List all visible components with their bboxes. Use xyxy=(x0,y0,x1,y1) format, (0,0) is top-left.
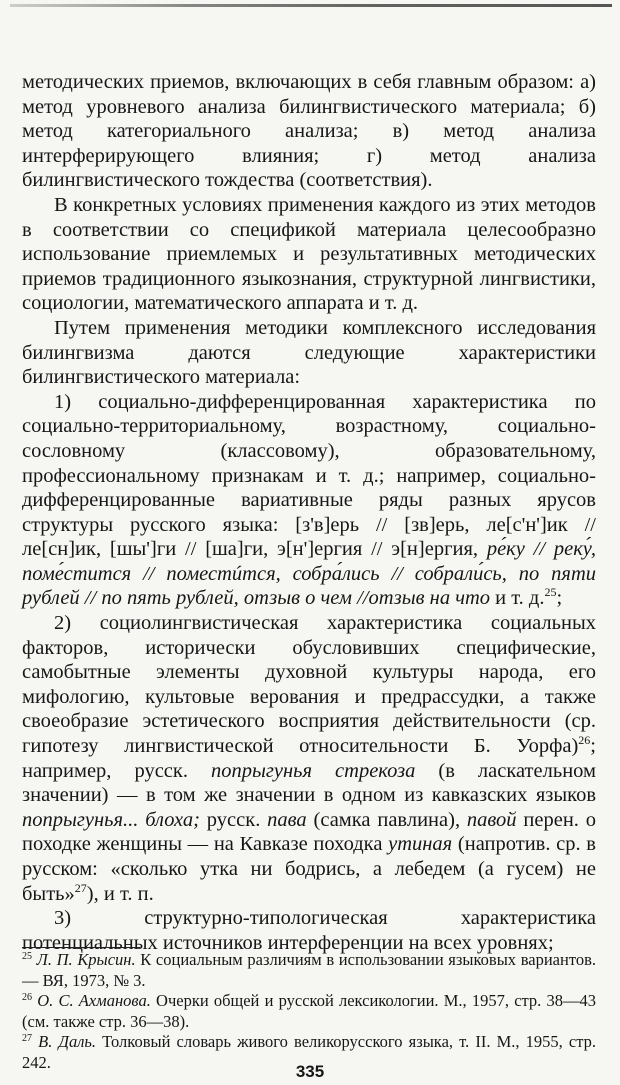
example-utinaya: утиная xyxy=(388,833,453,856)
footnote-number: 25 xyxy=(22,951,32,962)
paragraph-5-end: ), и т. п. xyxy=(86,882,154,905)
footnote-author: В. Даль. xyxy=(38,1032,97,1051)
paragraph-4 xyxy=(22,390,596,611)
paragraph-5 xyxy=(22,611,596,906)
footnote-author: О. С. Ахманова. xyxy=(37,991,151,1010)
paragraph-4-tail: и т. д. xyxy=(490,587,545,610)
footnote-author: Л. П. Крысин. xyxy=(36,950,136,969)
footnote-ref-27: 27 xyxy=(74,880,87,895)
footnote-separator xyxy=(22,947,140,948)
footnotes xyxy=(22,950,596,1073)
paragraph-5-part-g: (напротив. ср. в русском: «сколько утка ни бодрись, а лебедем (а гусем) не быть» xyxy=(22,833,596,905)
paragraph-1: методических приемов, включающих в себя главным образом: а) метод уровневого анализа билингвистического материала; б) метод категориального анализа; в) метод анализа интерферирующего влияния; г) метод анализа билингвистического тождества (соответствия). xyxy=(22,71,596,192)
footnote-number: 26 xyxy=(22,992,32,1003)
footnote-25 xyxy=(22,950,596,991)
paragraph-5-part-f: перен. о походке женщины — на Кавказе походка xyxy=(22,808,597,856)
paragraph-5-part-e: (самка павлина), xyxy=(306,808,467,831)
example-strekoza: попрыгунья стрекоза xyxy=(211,759,416,782)
paragraph-5-part-b: ; например, русск. xyxy=(22,735,596,782)
example-blokha: попрыгунья... блоха; xyxy=(22,808,200,831)
example-pavoy: павой xyxy=(466,808,517,831)
paragraph-4-text: 1) социально-дифференцированная характеристика по социально-территориальному, возрастному, социально-сословному (классовому), образовательному, профессиональному признакам и т. д.; например, социально-дифференцированные вариативные ряды разных ярусов структуры русского языка: [з'в]ерь // [зв]ерь, ле[с'н']ик // ле[сн]ик, [шы']ги // [ша]ги, э[н']ергия // э[н]ергия, xyxy=(22,390,596,561)
paragraph-5-part-c: (в ласкательном значении) — в том же значении в одном из кавказских языков xyxy=(22,759,596,807)
top-edge-rule xyxy=(10,4,612,7)
paragraph-6: 3) структурно-типологическая характеристика потенциальных источников интерференции на всех уровнях; xyxy=(22,907,596,954)
footnote-text: К социальным различиям в использовании языковых вариантов.— ВЯ, 1973, № 3. xyxy=(22,950,596,990)
paragraph-3: Путем применения методики комплексного исследования билингвизма даются следующие характеристики билингвистического материала: xyxy=(22,316,596,389)
page-number: 335 xyxy=(295,1062,325,1081)
footnote-text: Толковый словарь живого великорусского языка, т. II. М., 1955, стр. 242. xyxy=(22,1032,597,1072)
paragraph-5-text: 2) социолингвистическая характеристика социальных факторов, исторически обусловивших специфические, самобытные элементы духовной культуры народа, его мифологию, культовые верования и предрассудки, а также своеобразие эстетического восприятия действительности (ср. гипотезу лингвистической относительности Б. Уорфа) xyxy=(22,612,596,758)
paragraph-4-end: ; xyxy=(556,587,563,610)
paragraph-2: В конкретных условиях применения каждого из этих методов в соответствии со спецификой материала целесообразно использование приемлемых и результативных методических приемов традиционного языкознания, структурной лингвистики, социологии, математического аппарата и т. д. xyxy=(22,193,596,315)
footnote-26 xyxy=(22,991,596,1032)
footnote-number: 27 xyxy=(22,1033,32,1044)
example-pava: пава xyxy=(267,808,307,831)
paragraph-4-examples: ре́ку // реку́, поме́стится // поместúтся, собра́лись // собрали́сь, по пяти рублей // по пять рублей, отзыв о чем //отзыв на что xyxy=(22,538,597,610)
footnote-text: Очерки общей и русской лексикологии. М., 1957, стр. 38—43 (см. также стр. 36—38). xyxy=(22,991,596,1031)
footnote-ref-26: 26 xyxy=(578,733,591,748)
footnote-ref-25: 25 xyxy=(544,585,557,600)
body-text xyxy=(22,70,596,955)
paragraph-5-part-d: русск. xyxy=(199,808,268,831)
